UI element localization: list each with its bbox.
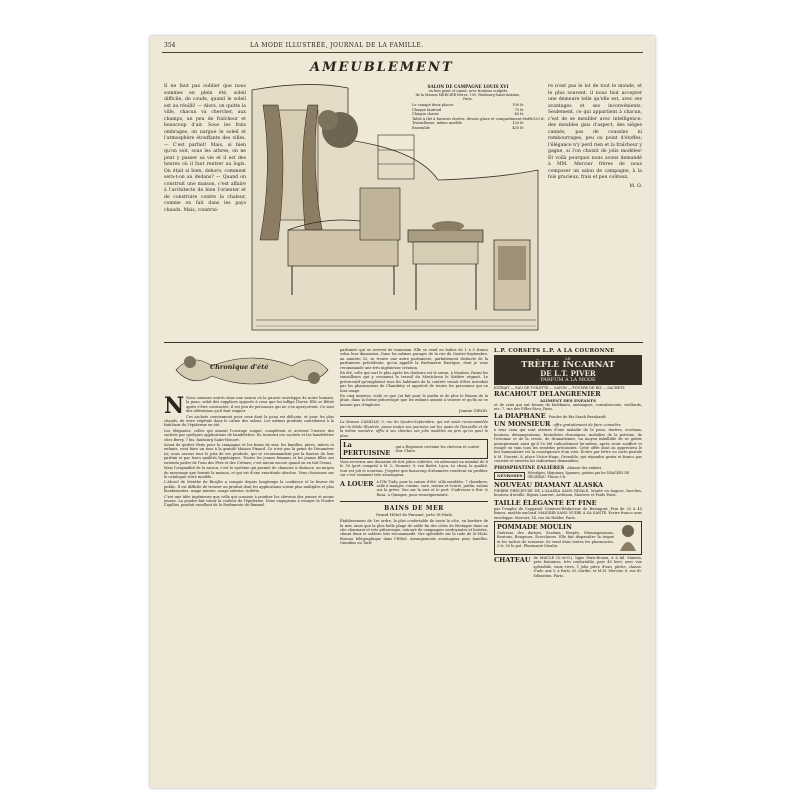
chronique-paragraph: parfumée qui se servent de tonneaux. Elle se vend en boîtes de 1 à 5 francs selon leur dimension. Dans les mêmes parages de la rue du Quatre-Septembre, au numéro 32, se trouve une autre parfumerie, parfaitement distincte de la parfumerie précédente, qu'on appelle la Parfumerie Exotique, dont je vous recommande une très ingénieuse création. — [340, 348, 488, 370]
bains-title: BAINS DE MER — [384, 505, 444, 513]
pertuisine-tag: qui a Repousse certaine les cheveux et contre leur Chute. — [395, 444, 480, 453]
middle-column — [340, 348, 488, 784]
pertuisine-ad — [340, 439, 488, 459]
chronique-signature: Jeanne GIROD. — [459, 408, 488, 414]
salon-maker: de la Maison MERCIER frères, 100, Faubourg-Saint-Antoine, Paris. — [415, 93, 521, 101]
chateau-name: CHATEAU — [494, 555, 531, 564]
taille-name: TAILLE ÉLÉGANTE ET FINE — [494, 498, 597, 507]
diamant-name: NOUVEAU DIAMANT ALASKA — [494, 480, 604, 489]
ameublement-left-column — [164, 84, 246, 324]
price-label: Le canapé deux places — [412, 103, 454, 107]
pommade-figure-illustration — [617, 523, 639, 553]
price-amount: 120 fr. — [512, 121, 524, 126]
ameublement-right-column — [548, 84, 642, 324]
price-label: Chaque chaise — [412, 112, 439, 117]
chronique-paragraph: Mais l'originalité de la saison, c'est le système qui permet de chausser à distance, au moyen du mesurage que fournit la maison, et qui est d'une exactitude absolue. Vous choisissez sur le catalogue votre modèle. — [164, 466, 334, 479]
price-row-total — [412, 126, 524, 131]
divider — [340, 501, 488, 502]
diaphane-sub: Poudre de Riz Sarah Bernhardt — [548, 415, 606, 420]
bains-text: Établissement de 1re ordre, la plus confortable de toute la côte, en bordure de la mer, ainsi que la plus belle plage de sable fin des côtes de Bretagne dans un site charmant et très pittoresque, entouré de campagnes verdoyantes et boisées, climat doux et salubre très recommandé. Vue splendide sur la rade de St-Malo. Bureau télégraphique dans l'Hôtel. Arrangements avantageux pour familles. Omnibus au Tarif. — [340, 519, 489, 546]
chronique-paragraph: L'Alcool de Menthe de Ricqlès a conquis depuis longtemps la confiance et la faveur du public. Il est difficile de trouver un produit dont les applications soient plus multiples et plus bienfaisantes: usage interne, usage externe, toilette. — [164, 480, 334, 494]
chronique-paragraph: Nous sommes entrés dans une saison où la pauvre enveloppe de notre humain, la peau, subit des supplices opposés à ceux que lui inflige l'hiver. Elle se flétrit après s'être contractée, il est peu de personnes qui ne s'en aperçoivent. Ce sont des altérations qu'il faut soigner. — [186, 396, 334, 414]
chateau-text: de MAULE (S.-et-O.), ligne Paris-Rouen, à 6 kil. Mantes, près fontaines, très confortable, parc 40 hect. avec vue splendide, eaux vives, 1 jolie pièce d'eau, pêche, chasse. S'adr. aux 5, à Paris, M. Gardie, et M.M. Mercier, 8, rue St-Sébastien, Paris. — [533, 555, 642, 578]
trefle-incarnat-ad — [494, 355, 642, 385]
pertuisine-name: La PERTUISINE — [343, 440, 391, 457]
header-rule — [162, 52, 643, 53]
price-amount: 75 fr. — [514, 107, 524, 112]
chronique-paragraph: Avant de quitter Paris pour la campagne et les bains de mer, les familles, pères, mères et enfants, vont faire un tour à la grande Maison Pinaud. Ce n'est pas la peine de l'énumérer ici; nous savons tous le prix de ses produits, qui se recommandent par la finesse de leur parfum et par leurs qualités hygiéniques. Toutes les jeunes femmes et les jeunes filles ont entendu parler de l'eau des Fées et des Crèmes; c'est mieux encore quand on en fait l'essai. — [164, 443, 334, 465]
chronique-paragraph: En cinq minutes, voilà ce que j'ai fait pour le jardin et de plus le Bassin de la pluie, dans la forme pittoresque que les enfants aiment à trouver et qu'ils ne se lassent pas d'explorer. — [340, 394, 488, 407]
pommade-name: POMMADE MOULIN — [497, 522, 572, 531]
racahout-name: RACAHOUT DELANGRENIER — [494, 389, 601, 398]
page-number: 354 — [164, 42, 176, 49]
ameublement-signature: M. O. — [629, 183, 642, 189]
salon-price-list — [412, 84, 545, 184]
lp-corsets-ad: L.P. CORSETS L.P. A LA COURONNE — [494, 348, 615, 354]
price-amount: 435 fr. — [512, 125, 524, 130]
monsieur-ad — [494, 420, 642, 428]
racahout-sub: ALIMENT DES ENFANTS — [539, 397, 597, 403]
diamant-text: PIERRE PRÉCIEUSE DE L'ALASKA SANS RIVALE, Monté en bagues, broches, boutons d'oreille. Bijoux Laurent, Ardisson, Montres et Poids Paris. — [494, 488, 642, 498]
advertisements-column — [494, 348, 642, 788]
price-label: Travailleuse, même modèle — [412, 121, 463, 126]
price-amount: 100 fr. — [512, 103, 524, 107]
bains-subtitle: Grand Hôtel de Paramé, près St-Malo — [375, 512, 453, 518]
section-divider — [164, 342, 643, 343]
drop-cap: N — [164, 393, 185, 419]
newspaper-page — [150, 36, 655, 788]
racahout-text: et de ceux qui ont besoin de fortifiants, anémiques, convalescents, vieillards, etc. 7, rue des Filles-Dieu, Paris. — [494, 402, 642, 411]
ameublement-left-text: Il ne faut pas oublier que nous sommes en plein été, soleil difficile, de coude, quand le soleil est au réuilli! — Alors, on quitte la ville, chacun va chercher, aux champs, un peu de fraîcheur et beaucoup d'air. Sous les frais ombrages, on narguе le soleil et l'atmosphère étouffante des villes. — C'est parfait! Mais, si bien qu'on soit, sous les arbres, on ne peut y passer sa vie et il est des heures où il faut rentrer au logis. On était si bien, dehors; comment sera-t-on au dedans? — Quand on construit une maison, c'est affaire à l'architecte de bien l'orienter et de construire contre la chaleur, comme on fait dans les pays chauds. Mais, construi- — [164, 84, 246, 213]
voilettes-offer: Vous recevrez une douzaine de fort jolies voilettes, en adressant un mandat de 6 fr. 50 (port compris) à M. L. Dumont, 9, rue Bailet, Lyon. Le choix, la qualité, tout est joli et nouveau. J'espère que beaucoup d'abonnées voudront en profiter, car c'est vraiment très avantageux. — [340, 459, 488, 478]
salon-title: SALON DE CAMPAGNE LOUIS XVI — [427, 84, 509, 89]
chronique-paragraph: En été, celle qui sort le plus après les chaleurs est le savon, à Moulins. Parmi les travailleurs qui y cessaient le travail du Montclavin le théâtre régnait. Le préservatif qu'emploient tous les habitants de la contrée venait d'être introduit par les pharmaciens de Chambéry et apprécié de toutes les personnes qui en font usage. — [340, 371, 488, 393]
chateau-ad — [494, 556, 642, 579]
nevroses-label: NÉVROSES — [494, 472, 525, 480]
trefle-maker: DE L.T. PIVER — [540, 369, 596, 379]
running-title: LA MODE ILLUSTRÉE, JOURNAL DE LA FAMILLE. — [250, 42, 424, 49]
louer-ad — [340, 480, 488, 499]
diaphane-ad — [494, 412, 642, 420]
price-amount: 40 fr. — [514, 112, 524, 117]
chronique-paragraph: Les élégantes, celles qui aiment l'ouvrage soigné, complètent et activent l'œuvre des sachets par quelques applications de bandelettes. Ils trouvent ces sachets et les bandelettes chez Berry, 7 bis, faubourg Saint-Honoré. — [164, 428, 334, 442]
price-amount: 120 fr. — [532, 116, 545, 121]
camille-ad: La Maison CAMILLE, 9, rue du Quatre-Septembre, qui est seule recommandée par la Mode Illustrée, passe toutes ses journées sur les quais de Deauville et de la même manière, offre à ses clientes ses jolis modèles au prix qu'on peut le plus. — [340, 420, 488, 438]
phosphatine-name: PHOSPHATINE FALIÈRES — [494, 464, 565, 471]
diaphane-name: La DIAPHANE — [494, 412, 546, 421]
phosphatine-tag: Aliment des enfants — [567, 465, 602, 470]
louer-title: A LOUER — [340, 479, 374, 488]
monsieur-title: UN MONSIEUR — [494, 420, 551, 429]
price-label: Ensemble — [412, 125, 430, 130]
salon-subtitle: en bois peint et canné, avec frontons sculptés — [428, 89, 508, 93]
monsieur-text: à tous ceux qui sont atteints d'une maladie de la peau, dartres, eczémas, boutons, démangeaisons, bronchites chroniques, maladies de la poitrine, de l'estomac et de la vessie, de rhumatismes, un moyen infaillible de se guérir promptement ainsi qu'il l'a été radicalement lui-même, après avoir souffert et essayé en vain tous les remèdes préconisés. Cette offre dont on appréciera le but humanitaire est la conséquence d'un vœu. Écrire par lettre ou carte postale à M. Vincent, 8, place Victor-Hugo, Grenoble, qui répondra gratis et franco par courrier et enverra les indications demandées. — [494, 428, 642, 464]
pommade-ad — [494, 521, 642, 555]
chronique-column-1 — [164, 393, 334, 784]
trefle-products: EXTRAIT — EAU DE TOILETTE — SAVON — POUDRE DE RIZ — SACHETS — [494, 385, 625, 390]
chronique-paragraph: C'est une idée ingénieuse que celle qui consiste à poudrer les cheveux des jeunes et moins jeunes. La poudre fait valoir la couleur de l'épiderme. Nous engageons à essayer la Poudre Capillus, produit excellent de la Parfumerie de Rimmel. — [164, 494, 334, 508]
ameublement-right-text: re n'est pas le lot de tout le monde, et le plus souvent, il nous faut accepter une demeure telle qu'elle est, avec ses avantages et ses inconvénients. Seulement, ce qui appartient à chacun, c'est de se meubler avec intelligence: des meubles gais d'aspect, des sièges cannés, pas de coussins ni rembourrages, peu ou point d'étoffes; l'élégance n'y perd rien et la fraîcheur y gagne, si l'on choisit de jolis modèles! Et voilà pourquoi nous avons demandé à MM. Mercier frères de nous composer un salon de campagne, à la fois gracieux, frais et peu coûteux. — [548, 84, 642, 180]
chronique-paragraph: Ces sachets conviennent pour ceux dont la peau est délicate, et pour les plus chauds, de terre végétale dans le calme des salons. Les mêmes produits contribuent à la fraîcheur de l'épiderme en été. — [164, 414, 334, 428]
ameublement-title: AMEUBLEMENT — [310, 60, 454, 75]
nevroses-text: Névralgies, Migraines, Spasmes, guéries par les DRAGÉES DE GÉLINEAU. Flacon 5 fr. — [527, 471, 630, 479]
monsieur-sub: offre gratuitement de faire connaître — [553, 423, 621, 428]
taille-text: par l'emploi de l'appareil Ceinture-Réducteur de Bessiguet. Prix de 25 à 45 francs, modèle exclusif. MAIGRIR SANS NUIRE A SA SANTÉ. Écrire franco sous enveloppe. Mercier, 14, rue du Helder, Paris. — [494, 506, 642, 520]
divider — [340, 416, 488, 417]
trefle-line1: LE — [565, 356, 571, 361]
nevroses-ad — [494, 471, 642, 481]
louer-text: à l'Ile Tudy, pour la saison d'été, villa meublée, 7 chambres, salle à manger, cuisine, cave, remise et écurie, jardin, salons sur la grève. Vue sur la mer et le port. S'adresser à Eric & Rosa, à Quimper, pour renseignements. — [376, 479, 488, 497]
price-label: Table à thé à bavures dorées, dessus glace et compartiment étoffe — [412, 116, 533, 121]
trefle-tag: PARFUM A LA MODE — [540, 377, 596, 384]
chronique-title: Chronique d'été — [210, 363, 269, 371]
trefle-name: TRÈFLE INCARNAT — [521, 360, 615, 371]
pommade-text: Guérison des dartres, Eczéma, Herpès, Démangeaisons, Boutons, Rougeurs, Écorchures. Elle fait disparaître la teigne et les taches de rousseur. Se vend dans toutes les pharmacies. 2 fr. 50 le pot. Pharmacie Moulin. — [497, 530, 614, 549]
price-label: Chaque fauteuil — [412, 107, 442, 112]
